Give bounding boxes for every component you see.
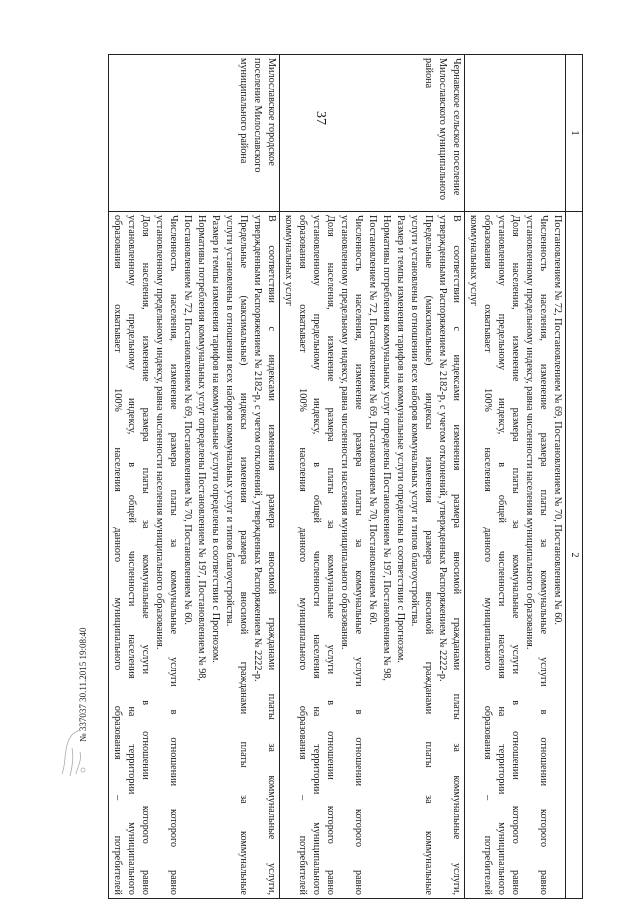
description-line: утвержденными Распоряжением № 2182-р, с учетом отклонений, утвержденных Распоряжением № 2222-р. [252,215,263,682]
description-line: коммунальных услуг [283,215,294,307]
description-cell [465,212,566,899]
description-line: Доля населения, изменение размера платы за коммунальные услуги в отношении которого равно [140,215,151,895]
municipality-cell: Чернавское сельское поселение Милославского муниципального района [280,55,465,212]
document-registration-id: № 337037 30.11.2015 19:08:40 [78,627,88,742]
description-line: Нормативы потребления коммунальных услуг определены Постановлением № 197, Постановлением № 98, [196,215,207,681]
description-line: установленному предельному индексу, в общей численности населения на территории муниципального [311,215,322,895]
description-line: Размер и темпы изменения тарифов на коммунальные услуги определены в соответствии с Прогнозом. [395,215,406,663]
description-line: услуги установлены в отношении всех наборов коммунальных услуг и типов благоустройства. [224,215,235,627]
description-line: утвержденными Распоряжением № 2182-р, с учетом отклонений, утвержденных Распоряжением № 2222-р. [437,215,448,682]
municipality-cell: Милославское городское поселение Милославского муниципального района [109,55,280,212]
description-line: образования охватывает 100% населения данного муниципального образования – потребителей [297,215,308,895]
description-line: Нормативы потребления коммунальных услуг определены Постановлением № 197, Постановлением № 98, [381,215,392,681]
description-line: Доля населения, изменение размера платы за коммунальные услуги в отношении которого равно [325,215,336,895]
description-line: Предельные (максимальные) индексы изменения размера вносимой гражданами платы за коммунальные [238,215,249,895]
description-line: Постановлением № 72, Постановлением № 69, Постановлением № 70, Постановлением № 60. [552,215,563,625]
rotated-table-wrapper [90,54,583,899]
description-line: В соответствии с индексами изменения размера вносимой гражданами платы за коммунальные услуги, [451,215,462,895]
description-line: Постановлением № 72, Постановлением № 69, Постановлением № 70, Постановлением № 60. [182,215,193,625]
table-row [280,55,465,899]
description-line: Постановлением № 72, Постановлением № 69, Постановлением № 70, Постановлением № 60. [367,215,378,625]
table-row [109,55,280,899]
municipality-cell [465,55,566,212]
services-table [108,54,583,899]
description-cell [109,212,280,899]
description-line: Численность населения, изменение размера платы за коммунальные услуги в отношении которого равно [353,215,364,895]
description-line: коммунальных услуг [468,215,479,307]
column-header-1: 1 [566,55,583,212]
description-line: Численность населения, изменение размера платы за коммунальные услуги в отношении которого равно [538,215,549,895]
table-header-row [566,55,583,899]
description-line: установленному предельному индексу, в общей численности населения на территории муниципального [126,215,137,895]
description-line: установленному предельному индексу, равна численности населения муниципального образования. [339,215,350,650]
table-row [465,55,566,899]
description-line: установленному предельному индексу, равна численности населения муниципального образования. [154,215,165,650]
description-line: Предельные (максимальные) индексы изменения размера вносимой гражданами платы за коммунальные [423,215,434,895]
description-cell [280,212,465,899]
description-line: Размер и темпы изменения тарифов на коммунальные услуги определены в соответствии с Прогнозом. [210,215,221,663]
description-line: образования охватывает 100% населения данного муниципального образования – потребителей [112,215,123,895]
description-line: В соответствии с индексами изменения размера вносимой гражданами платы за коммунальные услуги, [266,215,277,895]
description-line: установленному предельному индексу, в общей численности населения на территории муниципального [496,215,507,895]
page-number: 37 [313,111,328,125]
description-line: образования охватывает 100% населения данного муниципального образования – потребителей [482,215,493,895]
description-line: установленному предельному индексу, равна численности населения муниципального образования. [524,215,535,650]
description-line: услуги установлены в отношении всех наборов коммунальных услуг и типов благоустройства. [409,215,420,627]
description-line: Доля населения, изменение размера платы за коммунальные услуги в отношении которого равно [510,215,521,895]
description-line: Численность населения, изменение размера платы за коммунальные услуги в отношении которого равно [168,215,179,895]
column-header-2: 2 [566,212,583,899]
